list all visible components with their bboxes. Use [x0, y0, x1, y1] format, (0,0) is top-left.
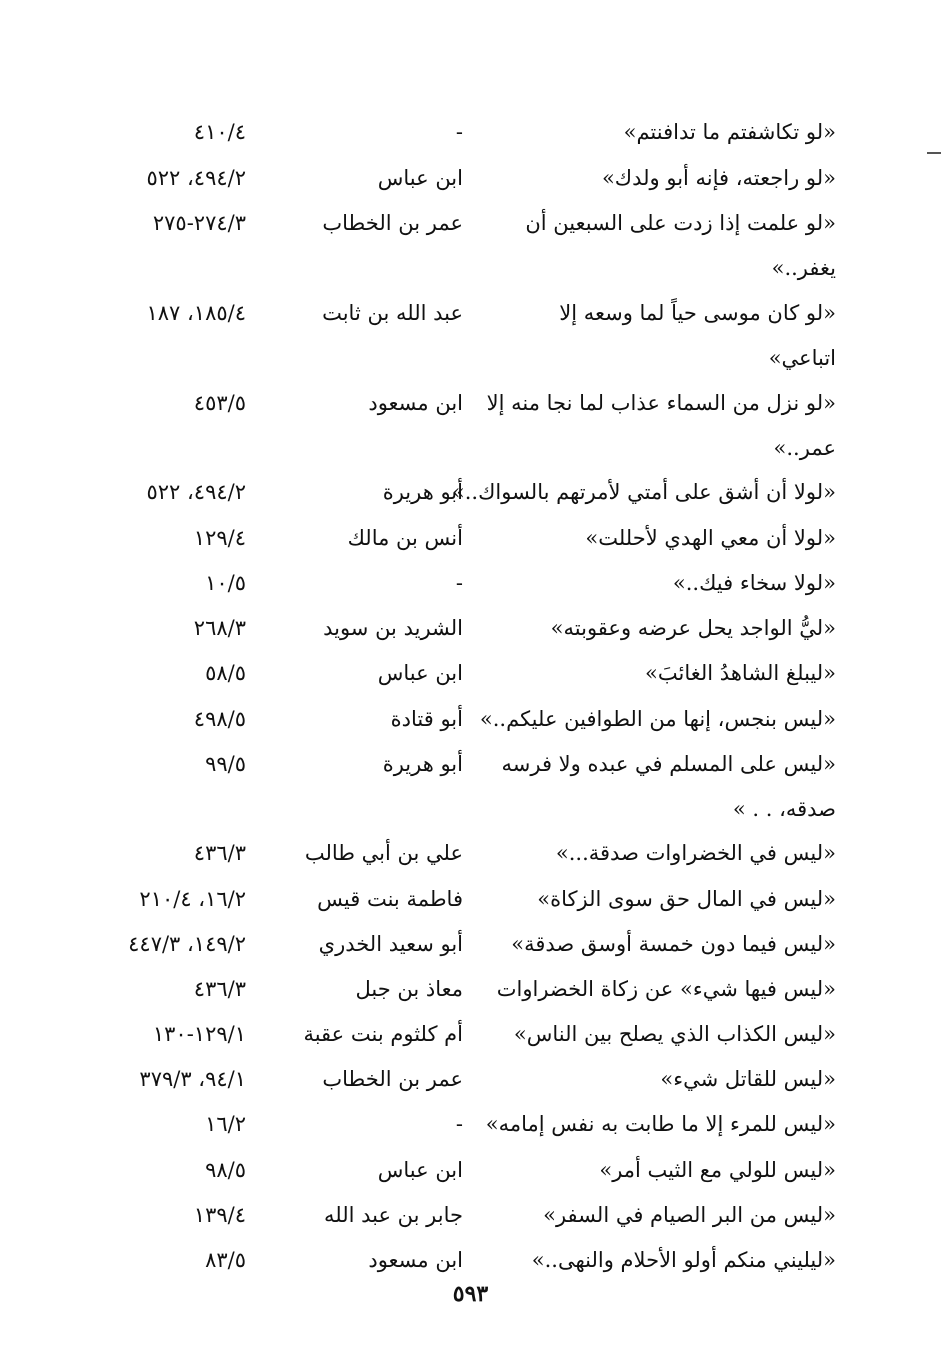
reference-text: ٤٩٤/٢، ٥٢٢ [146, 480, 246, 504]
reference-text: ١٨٥/٤، ١٨٧ [146, 301, 246, 325]
hadith-line: «ليس من البر الصيام في السفر» [543, 1203, 836, 1227]
volume-page-reference [86, 516, 246, 561]
index-entry [0, 831, 941, 871]
volume-page-reference [86, 1238, 246, 1283]
index-entry [0, 877, 941, 917]
index-entry [0, 742, 941, 821]
hadith-continuation: عمر..» [773, 436, 836, 460]
narrator-name: ابن عباس [377, 166, 463, 190]
hadith-text [479, 697, 836, 742]
volume-page-reference [86, 110, 246, 155]
index-entry [0, 697, 941, 737]
hadith-continuation: اتباعي» [768, 346, 836, 370]
hadith-line: «لو علمت إذا زدت على السبعين أن [525, 211, 836, 235]
narrator-name: الشريد بن سويد [323, 616, 463, 640]
reference-text: ٤٩٨/٥ [193, 707, 246, 731]
index-entry [0, 922, 941, 962]
reference-text: ٩٩/٥ [205, 752, 246, 776]
volume-page-reference [86, 291, 246, 336]
reference-text: ١٤٩/٢، ٤٤٧/٣ [128, 932, 246, 956]
hadith-line: «لو كان موسى حياً لما وسعه إلا [559, 301, 836, 325]
hadith-text [496, 1238, 836, 1283]
hadith-text [496, 561, 836, 606]
reference-text: ٤٥٣/٥ [193, 391, 246, 415]
hadith-line: «ليس بنجس، إنها من الطوافين عليكم..» [479, 707, 836, 731]
narrator-name: معاذ بن جبل [355, 977, 463, 1001]
narrator-name: عمر بن الخطاب [322, 1067, 463, 1091]
index-entry [0, 201, 941, 280]
hadith-text [496, 606, 836, 651]
index-entry [0, 561, 941, 601]
hadith-continuation: يغفر..» [771, 256, 836, 280]
index-entry [0, 606, 941, 646]
narrator-name: أم كلثوم بنت عقبة [303, 1022, 463, 1046]
volume-page-reference [86, 1148, 246, 1193]
hadith-line: «ليس الكذاب الذي يصلح بين الناس» [513, 1022, 836, 1046]
index-entry [0, 1012, 941, 1052]
index-entry [0, 381, 941, 460]
hadith-text [496, 291, 836, 381]
index-entry [0, 516, 941, 556]
reference-text: ١٦/٢ [205, 1112, 246, 1136]
narrator-name: أبو قتادة [390, 707, 463, 731]
hadith-line: «لولا أن معي الهدي لأحللت» [585, 526, 836, 550]
hadith-text [486, 381, 836, 471]
volume-page-reference [86, 561, 246, 606]
reference-text: ٩٨/٥ [205, 1158, 246, 1182]
reference-text: ١٦/٢، ٢١٠/٤ [139, 887, 246, 911]
hadith-text [496, 1012, 836, 1057]
hadith-text [496, 1057, 836, 1102]
hadith-text [496, 742, 836, 832]
volume-page-reference [86, 606, 246, 651]
hadith-line: «ليُّ الواجد يحل عرضه وعقوبته» [550, 616, 836, 640]
hadith-text [496, 110, 836, 155]
volume-page-reference [86, 877, 246, 922]
index-entry [0, 1148, 941, 1188]
index-entry [0, 110, 941, 150]
narrator-name: عبد الله بن ثابت [322, 301, 463, 325]
reference-text: ٩٤/١، ٣٧٩/٣ [139, 1067, 246, 1091]
volume-page-reference [86, 651, 246, 696]
hadith-continuation: صدقه، . . » [732, 797, 836, 821]
hadith-line: «لو تكاشفتم ما تدافنتم» [623, 120, 836, 144]
index-entry [0, 1102, 941, 1142]
index-entry [0, 1057, 941, 1097]
hadith-text [496, 967, 836, 1012]
hadith-text [496, 1148, 836, 1193]
narrator-name: ابن مسعود [368, 391, 463, 415]
volume-page-reference [86, 470, 246, 515]
reference-text: ٥٨/٥ [205, 661, 246, 685]
hadith-text [496, 877, 836, 922]
volume-page-reference [86, 381, 246, 426]
hadith-line: «ليس على المسلم في عبده ولا فرسه [501, 752, 836, 776]
reference-text: ١٣٩/٤ [193, 1203, 246, 1227]
volume-page-reference [86, 1057, 246, 1102]
page-number: ٥٩٣ [452, 1281, 489, 1307]
hadith-line: «ليليني منكم أولو الأحلام والنهى..» [531, 1248, 836, 1272]
hadith-text [496, 516, 836, 561]
hadith-line: «ليس في المال حق سوى الزكاة» [537, 887, 836, 911]
reference-text: ٢٦٨/٣ [193, 616, 246, 640]
narrator-name: - [455, 1112, 463, 1136]
volume-page-reference [86, 156, 246, 201]
margin-mark [927, 152, 941, 154]
narrator-name: أبو سعيد الخدري [318, 932, 463, 956]
index-entry [0, 1238, 941, 1278]
narrator-name: ابن عباس [377, 661, 463, 685]
index-entry [0, 1193, 941, 1233]
hadith-line: «ليس للقاتل شيء» [660, 1067, 836, 1091]
hadith-text [496, 1193, 836, 1238]
hadith-line: «لولا سخاء فيك..» [672, 571, 836, 595]
narrator-name: جابر بن عبد الله [323, 1203, 463, 1227]
volume-page-reference [86, 742, 246, 787]
hadith-line: «ليس للولي مع الثيب أمر» [599, 1158, 836, 1182]
volume-page-reference [86, 1012, 246, 1057]
reference-text: ١٢٩/١-١٣٠ [152, 1022, 246, 1046]
reference-text: ١٠/٥ [205, 571, 246, 595]
volume-page-reference [86, 1193, 246, 1238]
narrator-name: - [455, 571, 463, 595]
narrator-name: عمر بن الخطاب [322, 211, 463, 235]
narrator-name: أبو هريرة [382, 480, 463, 504]
narrator-name: أبو هريرة [382, 752, 463, 776]
hadith-line: «ليس في الخضراوات صدقة...» [555, 841, 836, 865]
reference-text: ٢٧٤/٣-٢٧٥ [152, 211, 246, 235]
index-entry [0, 470, 941, 510]
hadith-text [496, 201, 836, 291]
reference-text: ٤٣٦/٣ [193, 977, 246, 1001]
hadith-text [485, 1102, 836, 1147]
volume-page-reference [86, 967, 246, 1012]
reference-text: ٨٣/٥ [205, 1248, 246, 1272]
hadith-text [496, 922, 836, 967]
volume-page-reference [86, 1102, 246, 1147]
index-entry [0, 967, 941, 1007]
narrator-name: ابن مسعود [368, 1248, 463, 1272]
hadith-line: «لو نزل من السماء عذاب لما نجا منه إلا [486, 391, 836, 415]
volume-page-reference [86, 697, 246, 742]
narrator-name: أنس بن مالك [347, 526, 463, 550]
hadith-line: «لولا أن أشق على أمتي لأمرتهم بالسواك..» [451, 480, 836, 504]
narrator-name: فاطمة بنت قيس [317, 887, 463, 911]
index-entry [0, 291, 941, 370]
index-entry [0, 651, 941, 691]
hadith-text [451, 470, 836, 515]
hadith-text [496, 651, 836, 696]
volume-page-reference [86, 201, 246, 246]
index-entry [0, 156, 941, 196]
hadith-text [496, 156, 836, 201]
hadith-line: «ليس للمرء إلا ما طابت به نفس إمامه» [485, 1112, 836, 1136]
narrator-name: - [455, 120, 463, 144]
narrator-name: ابن عباس [377, 1158, 463, 1182]
reference-text: ٤٩٤/٢، ٥٢٢ [146, 166, 246, 190]
reference-text: ١٢٩/٤ [193, 526, 246, 550]
narrator-name: علي بن أبي طالب [304, 841, 463, 865]
hadith-line: «ليس فيما دون خمسة أوسق صدقة» [511, 932, 836, 956]
volume-page-reference [86, 831, 246, 876]
volume-page-reference [86, 922, 246, 967]
hadith-text [496, 831, 836, 876]
hadith-line: «ليس فيها شيء» عن زكاة الخضراوات [496, 977, 836, 1001]
reference-text: ٤١٠/٤ [193, 120, 246, 144]
hadith-line: «ليبلغ الشاهدُ الغائبَ» [645, 661, 836, 685]
reference-text: ٤٣٦/٣ [193, 841, 246, 865]
hadith-line: «لو راجعته، فإنه أبو ولدك» [601, 166, 836, 190]
